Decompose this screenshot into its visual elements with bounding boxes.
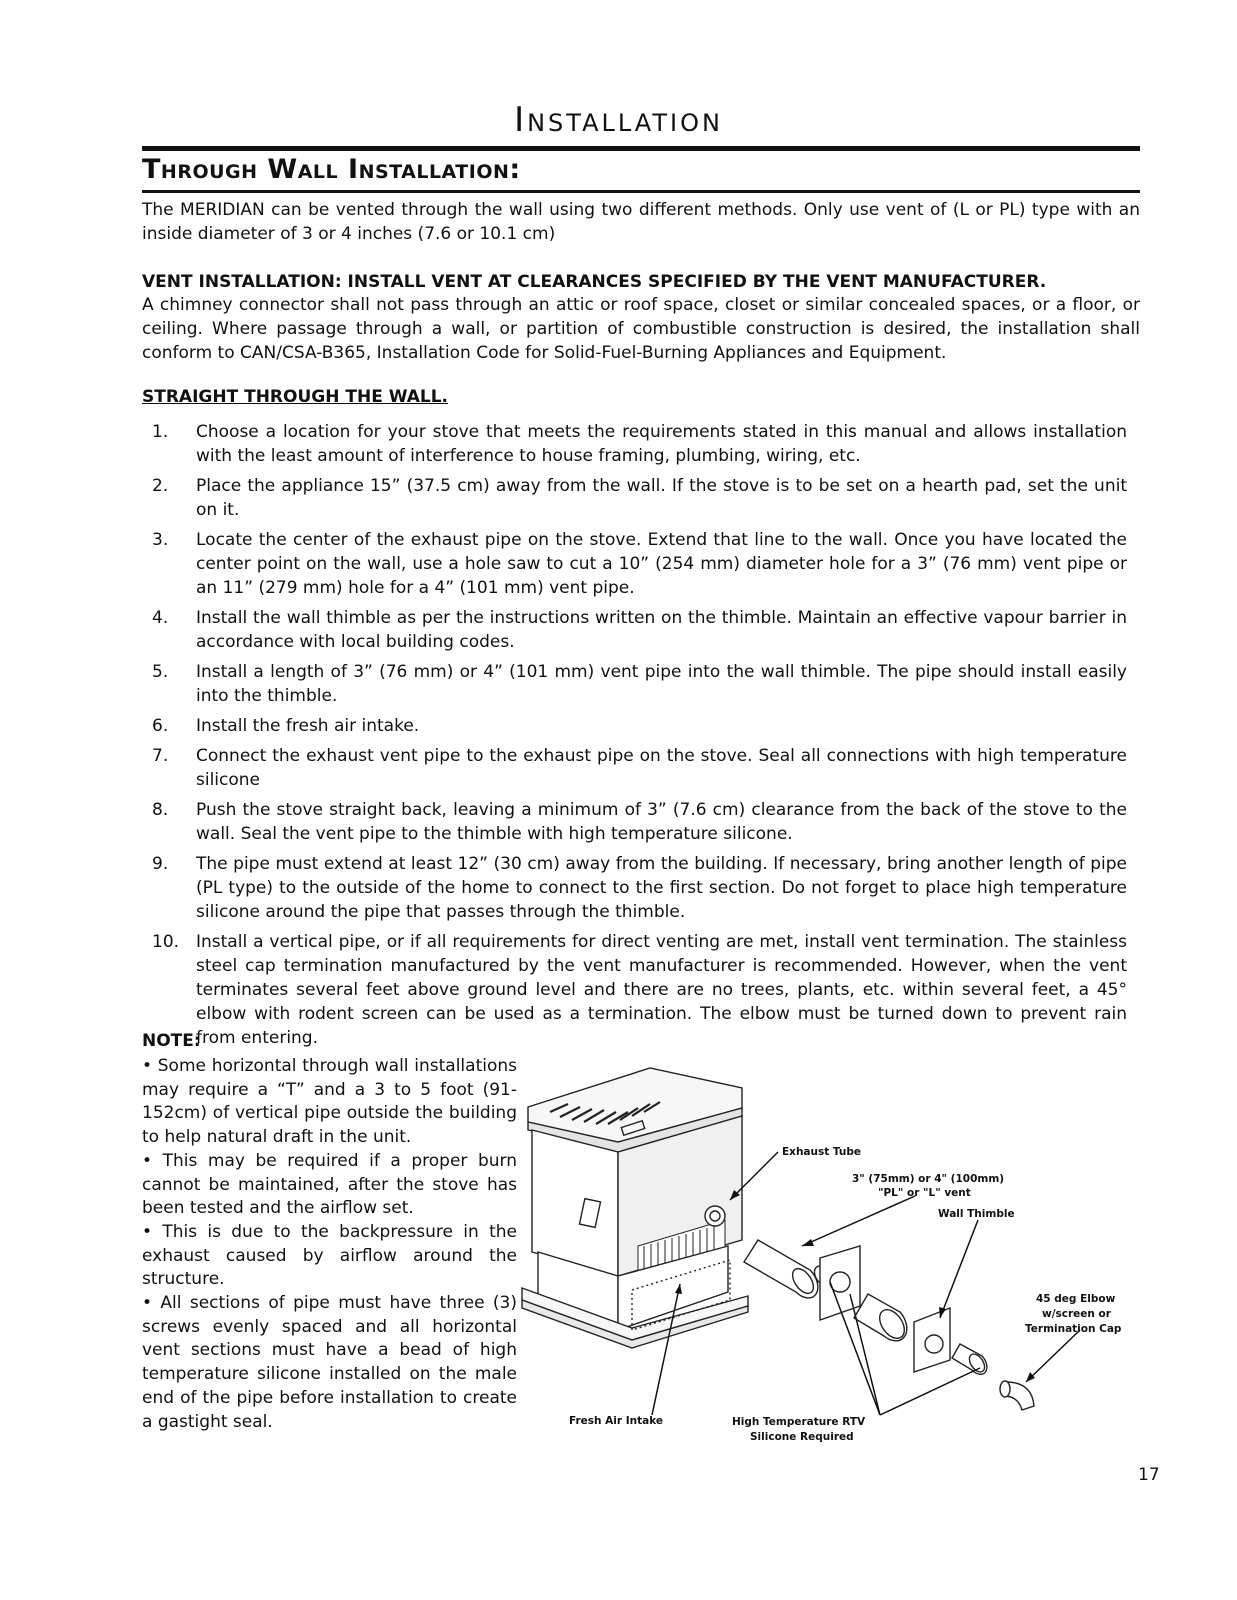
title-rule bbox=[142, 146, 1140, 151]
step-text: Locate the center of the exhaust pipe on the stove. Extend that line to the wall. Once you have located the center point on the wall, use a hole saw to cut a 10” (254 mm) diameter hole for a 3” (76 mm) vent pipe or an 11” (279 mm) hole for a 4” (101 mm) vent pipe. bbox=[196, 530, 1127, 598]
section-rule bbox=[142, 190, 1140, 193]
installation-steps bbox=[142, 420, 1127, 1056]
step-text: Choose a location for your stove that meets the requirements stated in this manual and allows installation with the least amount of interference to house framing, plumbing, wiring, etc. bbox=[196, 422, 1127, 466]
step-number: 3. bbox=[152, 530, 169, 550]
step-text: Install the fresh air intake. bbox=[196, 716, 420, 736]
step-number: 9. bbox=[152, 854, 169, 874]
step-item bbox=[142, 852, 1127, 924]
step-text: The pipe must extend at least 12” (30 cm) away from the building. If necessary, bring another length of pipe (PL type) to the outside of the home to connect to the first section. Do not forget to place high temperature silicone around the pipe that passes through the thimble. bbox=[196, 854, 1127, 922]
step-text: Install the wall thimble as per the instructions written on the thimble. Maintain an effective vapour barrier in accordance with local building codes. bbox=[196, 608, 1127, 652]
step-text: Push the stove straight back, leaving a minimum of 3” (7.6 cm) clearance from the back of the stove to the wall. Seal the vent pipe to the thimble with high temperature silicone. bbox=[196, 800, 1127, 844]
step-text: Install a vertical pipe, or if all requirements for direct venting are met, install vent termination. The stainless steel cap termination manufactured by the vent manufacturer is recommended. However, when the vent terminates several feet above ground level and there are no trees, plants, etc. within several feet, a 45° elbow with rodent screen can be used as a termination. The elbow must be turned down to prevent rain from entering. bbox=[196, 932, 1127, 1048]
vent-installation-body: A chimney connector shall not pass through an attic or roof space, closet or similar concealed spaces, or a floor, or ceiling. Where passage through a wall, or partition of combustible construction is desired, the installation shall conform to CAN/CSA-B365, Installation Code for Solid-Fuel-Burning Appliances and Equipment. bbox=[142, 295, 1140, 363]
label-elbow: 45 deg Elbow bbox=[1036, 1293, 1116, 1305]
step-item bbox=[142, 660, 1127, 708]
step-number: 4. bbox=[152, 608, 169, 628]
label-termination-cap: Termination Cap bbox=[1025, 1323, 1122, 1335]
straight-through-heading: STRAIGHT THROUGH THE WALL. bbox=[142, 387, 448, 407]
step-number: 7. bbox=[152, 746, 169, 766]
label-exhaust-tube: Exhaust Tube bbox=[782, 1146, 862, 1158]
step-item bbox=[142, 798, 1127, 846]
label-elbow-screen: w/screen or bbox=[1042, 1308, 1111, 1320]
page-title: Installation bbox=[514, 100, 723, 140]
intro-paragraph: The MERIDIAN can be vented through the wall using two different methods. Only use vent of (L or PL) type with an inside diameter of 3 or 4 inches (7.6 or 10.1 cm) bbox=[142, 200, 1140, 244]
vent-installation-heading: VENT INSTALLATION: INSTALL VENT AT CLEARANCES SPECIFIED BY THE VENT MANUFACTURER. bbox=[142, 272, 1047, 292]
step-text: Connect the exhaust vent pipe to the exhaust pipe on the stove. Seal all connections with high temperature silicone bbox=[196, 746, 1127, 790]
step-item bbox=[142, 744, 1127, 792]
step-item bbox=[142, 606, 1127, 654]
step-item bbox=[142, 714, 1127, 738]
step-item bbox=[142, 420, 1127, 468]
step-item bbox=[142, 528, 1127, 600]
note-item: • This is due to the backpressure in the exhaust caused by airflow around the structure. bbox=[142, 1221, 517, 1290]
step-number: 8. bbox=[152, 800, 169, 820]
step-number: 1. bbox=[152, 422, 169, 442]
step-text: Place the appliance 15” (37.5 cm) away from the wall. If the stove is to be set on a hearth pad, set the unit on it. bbox=[196, 476, 1127, 520]
stove-illustration bbox=[522, 1068, 748, 1348]
step-number: 5. bbox=[152, 662, 169, 682]
step-item bbox=[142, 930, 1127, 1050]
label-wall-thimble: Wall Thimble bbox=[938, 1208, 1015, 1220]
step-text: Install a length of 3” (76 mm) or 4” (101 mm) vent pipe into the wall thimble. The pipe should install easily into the thimble. bbox=[196, 662, 1127, 706]
page-number: 17 bbox=[1138, 1465, 1160, 1485]
step-item bbox=[142, 474, 1127, 522]
step-number: 10. bbox=[152, 932, 180, 952]
step-number: 2. bbox=[152, 476, 169, 496]
note-list bbox=[142, 1055, 517, 1434]
note-item: • This may be required if a proper burn cannot be maintained, after the stove has been tested and the airflow set. bbox=[142, 1150, 517, 1219]
label-vent-size: 3" (75mm) or 4" (100mm) bbox=[852, 1173, 1005, 1185]
vent-pipe-assembly bbox=[744, 1240, 1034, 1410]
note-item: • All sections of pipe must have three (3) screws evenly spaced and all horizontal vent sections must have a bead of high temperature silicone installed on the male end of the pipe before installation to create a gastight seal. bbox=[142, 1293, 517, 1432]
label-fresh-air-intake: Fresh Air Intake bbox=[569, 1415, 664, 1427]
step-number: 6. bbox=[152, 716, 169, 736]
label-silicone-required: Silicone Required bbox=[750, 1431, 854, 1443]
label-vent-type: "PL" or "L" vent bbox=[878, 1187, 971, 1199]
note-item: • Some horizontal through wall installations may require a “T” and a 3 to 5 foot (91-152cm) of vertical pipe outside the building to help natural draft in the unit. bbox=[142, 1056, 517, 1148]
installation-diagram bbox=[520, 1060, 1140, 1450]
note-heading: NOTE: bbox=[142, 1031, 201, 1051]
section-heading: Through Wall Installation: bbox=[142, 154, 521, 185]
label-rtv: High Temperature RTV bbox=[732, 1416, 866, 1428]
